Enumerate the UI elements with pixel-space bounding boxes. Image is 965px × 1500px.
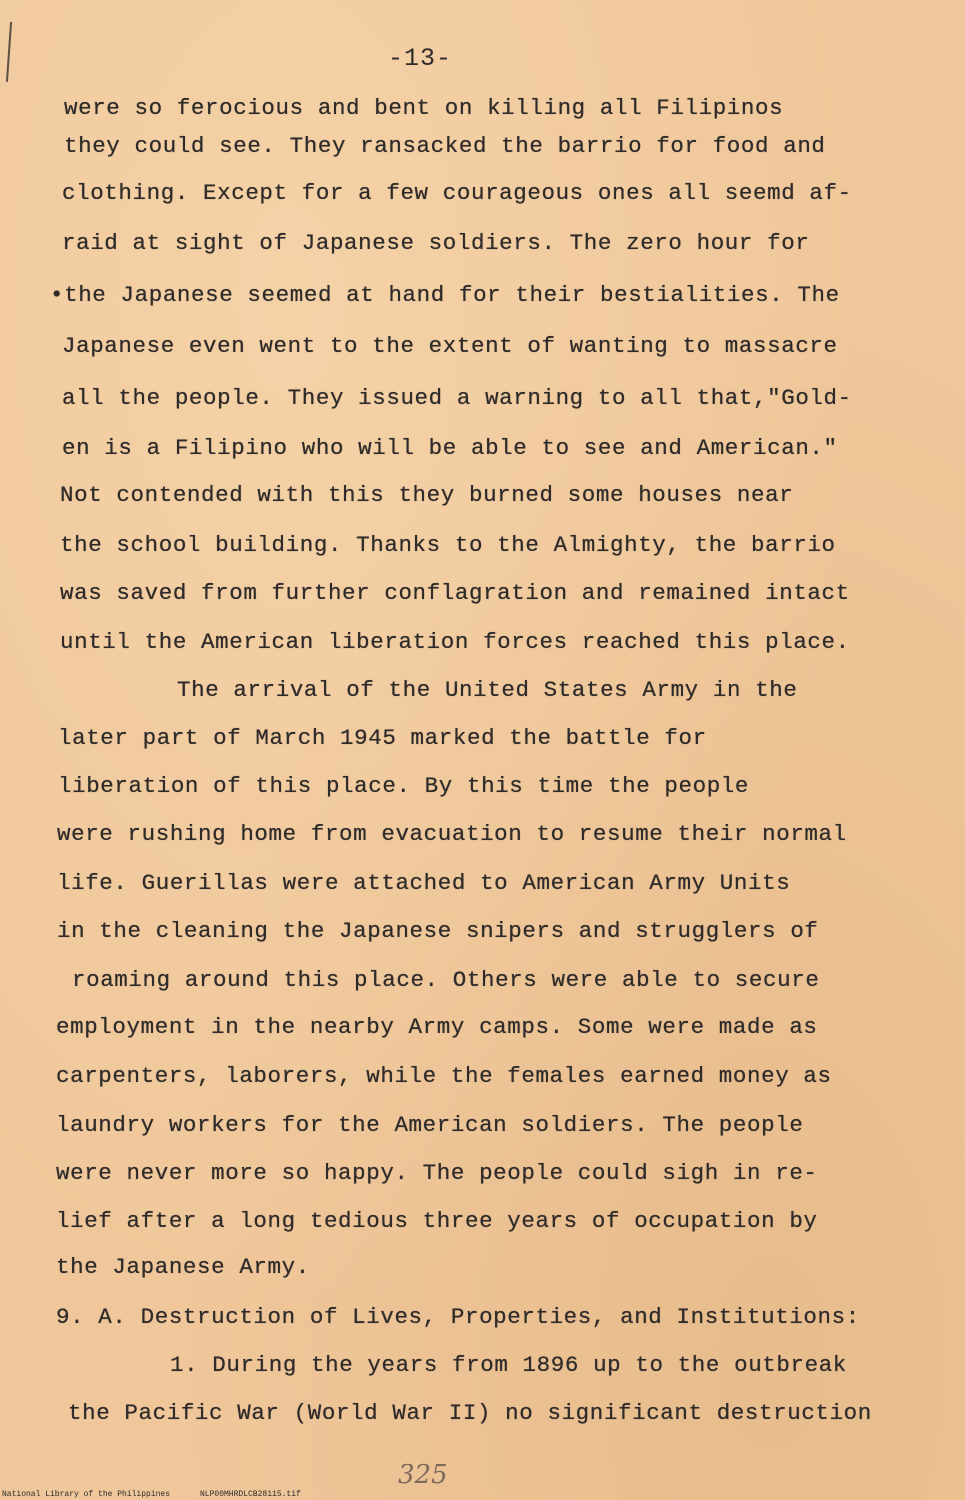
text-line: Japanese even went to the extent of wanting to massacre bbox=[62, 333, 838, 359]
text-line: were never more so happy. The people could sigh in re- bbox=[56, 1160, 818, 1186]
handwritten-page-number: 325 bbox=[398, 1460, 448, 1490]
text-line: lief after a long tedious three years of occupation by bbox=[56, 1208, 818, 1234]
text-line: The arrival of the United States Army in the bbox=[177, 677, 798, 703]
text-line: life. Guerillas were attached to American Army Units bbox=[57, 870, 791, 896]
text-line: roaming around this place. Others were able to secure bbox=[72, 967, 820, 993]
text-line: the Pacific War (World War II) no significant destruction bbox=[68, 1400, 872, 1426]
text-line: were rushing home from evacuation to resume their normal bbox=[57, 821, 847, 847]
text-line: en is a Filipino who will be able to see and American." bbox=[62, 435, 838, 461]
text-line: were so ferocious and bent on killing all Filipinos bbox=[64, 95, 784, 121]
text-line: raid at sight of Japanese soldiers. The zero hour for bbox=[62, 230, 810, 256]
text-line: they could see. They ransacked the barrio for food and bbox=[64, 133, 826, 159]
text-line: laundry workers for the American soldiers. The people bbox=[56, 1112, 804, 1138]
text-line: all the people. They issued a warning to all that,"Gold- bbox=[62, 385, 852, 411]
text-line: carpenters, laborers, while the females earned money as bbox=[56, 1063, 832, 1089]
text-line: the Japanese Army. bbox=[56, 1254, 310, 1280]
footer-file-name: NLP00MHRDLCB28115.tif bbox=[200, 1490, 301, 1499]
text-line: until the American liberation forces reached this place. bbox=[60, 629, 850, 655]
text-line: in the cleaning the Japanese snipers and strugglers of bbox=[57, 918, 819, 944]
text-line: was saved from further conflagration and remained intact bbox=[60, 580, 850, 606]
text-line: •the Japanese seemed at hand for their bestialities. The bbox=[50, 282, 840, 308]
text-line: employment in the nearby Army camps. Some were made as bbox=[56, 1014, 818, 1040]
text-line: later part of March 1945 marked the battle for bbox=[58, 725, 707, 751]
page-number: -13- bbox=[388, 44, 453, 73]
footer-library-name: National Library of the Philippines bbox=[2, 1490, 171, 1499]
text-line: liberation of this place. By this time the people bbox=[58, 773, 750, 799]
text-line: Not contended with this they burned some houses near bbox=[60, 482, 794, 508]
text-line: 1. During the years from 1896 up to the outbreak bbox=[170, 1352, 847, 1378]
text-line: clothing. Except for a few courageous ones all seemd af- bbox=[62, 180, 852, 206]
text-line: the school building. Thanks to the Almighty, the barrio bbox=[60, 532, 836, 558]
section-heading-line: 9. A. Destruction of Lives, Properties, and Institutions: bbox=[56, 1304, 860, 1330]
